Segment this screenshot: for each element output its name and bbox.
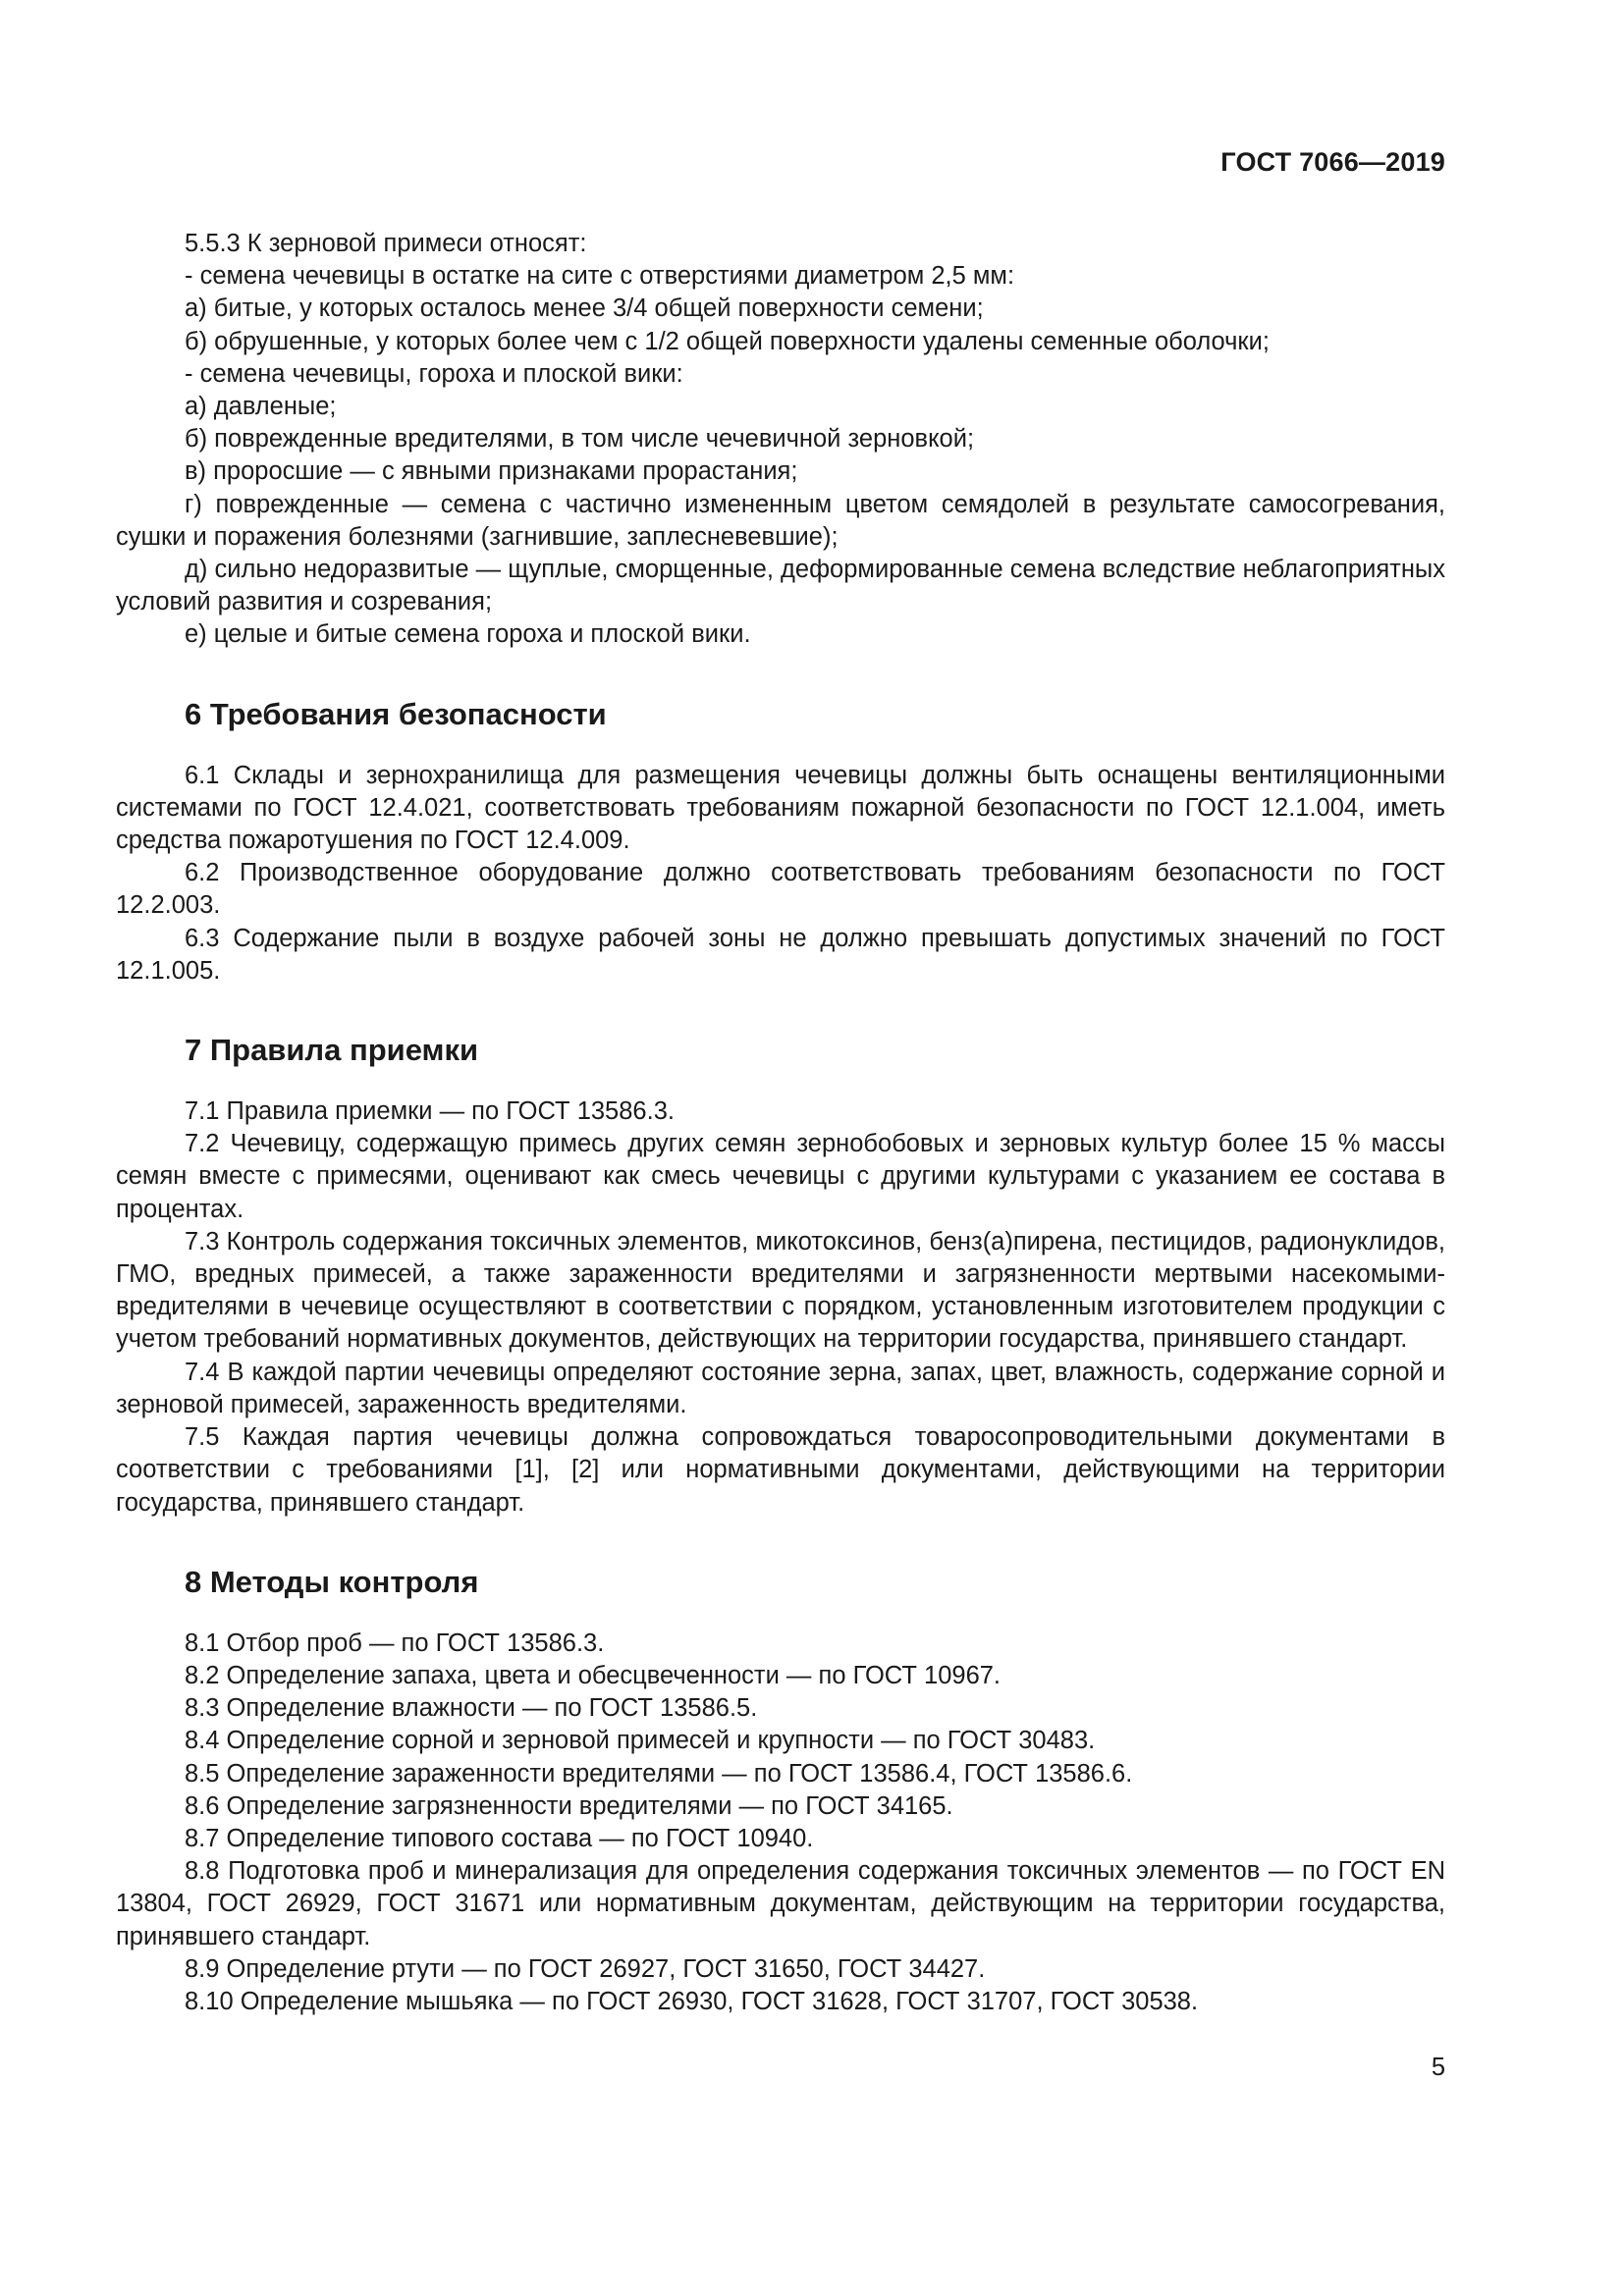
section-7-body xyxy=(116,1095,1445,1520)
clause-paragraph: 8.1 Отбор проб — по ГОСТ 13586.3. xyxy=(185,1629,605,1657)
list-item: - семена чечевицы, гороха и плоской вики: xyxy=(185,359,683,388)
section-6-body xyxy=(116,760,1445,988)
clause-5-5-3 xyxy=(116,228,1445,652)
clause-paragraph: 8.3 Определение влажности — по ГОСТ 13586.5. xyxy=(185,1694,758,1723)
list-item: а) битые, у которых осталось менее 3/4 общей поверхности семени; xyxy=(185,294,984,323)
section-heading: 6 Требования безопасности xyxy=(185,696,607,731)
list-item: б) поврежденные вредителями, в том числе чечевичной зерновкой; xyxy=(185,425,975,454)
clause-paragraph: 8.10 Определение мышьяка — по ГОСТ 26930, ГОСТ 31628, ГОСТ 31707, ГОСТ 30538. xyxy=(185,1987,1199,2015)
list-item: г) поврежденные — семена с частично измененным цветом семядолей в результате самосогревания, сушки и поражения болезнями (загнившие, заплесневевшие); xyxy=(116,490,1445,551)
document-page xyxy=(116,0,1445,2296)
clause-paragraph: 6.1 Склады и зернохранилища для размещения чечевицы должны быть оснащены вентиляционными системами по ГОСТ 12.4.021, соответствовать требованиям пожарной безопасности по ГОСТ 12.1.004, иметь средства пожаротушения по ГОСТ 12.4.009. xyxy=(116,761,1445,855)
list-item: д) сильно недоразвитые — щуплые, сморщенные, деформированные семена вследствие неблагоприятных условий развития и созревания; xyxy=(116,556,1445,616)
list-item: в) проросшие — с явными признаками прорастания; xyxy=(185,457,798,486)
clause-paragraph: 5.5.3 К зерновой примеси относят: xyxy=(185,230,587,257)
clause-paragraph: 8.4 Определение сорной и зерновой примесей и крупности — по ГОСТ 30483. xyxy=(185,1727,1096,1755)
clause-paragraph: 8.5 Определение зараженности вредителями — по ГОСТ 13586.4, ГОСТ 13586.6. xyxy=(185,1759,1133,1788)
list-item: б) обрушенные, у которых более чем с 1/2 общей поверхности удалены семенные оболочки; xyxy=(185,327,1270,355)
clause-paragraph: 8.7 Определение типового состава — по ГОСТ 10940. xyxy=(185,1824,814,1852)
clause-paragraph: 7.5 Каждая партия чечевицы должна сопровождаться товаросопроводительными документами в соответствии с требованиями [1], [2] или нормативными документами, действующими на территории государства, принявшего стандарт. xyxy=(116,1423,1445,1517)
document-body xyxy=(116,228,1445,2018)
clause-paragraph: 8.8 Подготовка проб и минерализация для определения содержания токсичных элементов — по ГОСТ EN 13804, ГОСТ 26929, ГОСТ 31671 или нормативным документам, действующим на территории государства, принявшего стандарт. xyxy=(116,1857,1445,1950)
clause-paragraph: 7.3 Контроль содержания токсичных элементов, микотоксинов, бенз(а)пирена, пестицидов, радионуклидов, ГМО, вредных примесей, а также зараженности вредителями и загрязненности мертвыми насекомыми-вредителями в чечевице осуществляют в соответствии с порядком, установленным изготовителем продукции с учетом требований нормативных документов, действующих на территории государства, принявшего стандарт. xyxy=(116,1227,1445,1354)
document-code-header: ГОСТ 7066—2019 xyxy=(1220,147,1445,177)
clause-paragraph: 8.9 Определение ртути — по ГОСТ 26927, ГОСТ 31650, ГОСТ 34427. xyxy=(185,1954,986,1983)
section-8-body xyxy=(116,1628,1445,2018)
clause-paragraph: 8.2 Определение запаха, цвета и обесцвеченности — по ГОСТ 10967. xyxy=(185,1661,1001,1689)
clause-paragraph: 7.2 Чечевицу, содержащую примесь других семян зернобобовых и зерновых культур более 15 % массы семян вместе с примесями, оценивают как смесь чечевицы с другими культурами с указанием ее состава в процентах. xyxy=(116,1130,1445,1223)
list-item: - семена чечевицы в остатке на сите с отверстиями диаметром 2,5 мм: xyxy=(185,262,1015,291)
section-heading: 7 Правила приемки xyxy=(185,1033,479,1068)
clause-paragraph: 8.6 Определение загрязненности вредителями — по ГОСТ 34165. xyxy=(185,1791,953,1820)
page-number: 5 xyxy=(1431,2054,1445,2081)
clause-paragraph: 6.2 Производственное оборудование должно соответствовать требованиям безопасности по ГОСТ 12.2.003. xyxy=(116,859,1445,920)
list-item: а) давленые; xyxy=(185,393,337,421)
clause-paragraph: 7.1 Правила приемки — по ГОСТ 13586.3. xyxy=(185,1097,675,1126)
section-heading: 8 Методы контроля xyxy=(185,1564,479,1599)
list-item: е) целые и битые семена гороха и плоской вики. xyxy=(185,620,751,649)
clause-paragraph: 7.4 В каждой партии чечевицы определяют состояние зерна, запах, цвет, влажность, содержание сорной и зерновой примесей, зараженность вредителями. xyxy=(116,1358,1445,1418)
clause-paragraph: 6.3 Содержание пыли в воздухе рабочей зоны не должно превышать допустимых значений по ГОСТ 12.1.005. xyxy=(116,924,1445,985)
